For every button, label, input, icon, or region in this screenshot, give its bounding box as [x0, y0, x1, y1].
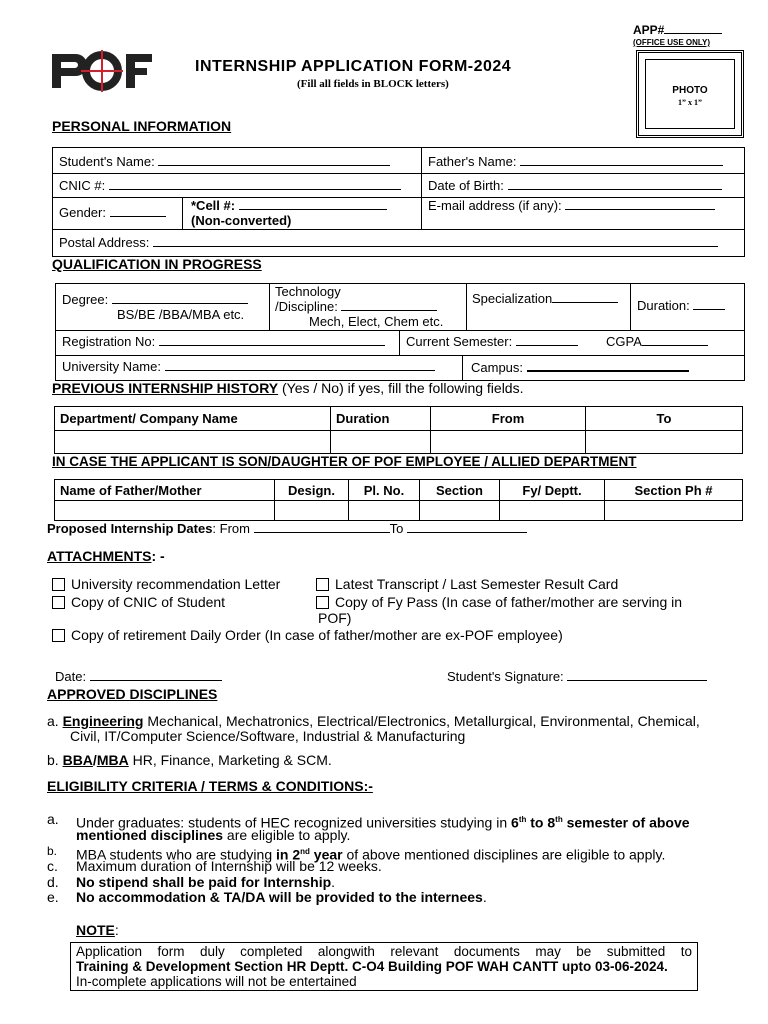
cgpa-field[interactable]: CGPA [606, 334, 708, 349]
history-col-to: To [586, 407, 743, 431]
father-name-field[interactable]: Father's Name: [428, 154, 723, 169]
history-cell[interactable] [431, 431, 586, 454]
office-use-label: (OFFICE USE ONLY) [633, 38, 711, 47]
student-name-field[interactable]: Student's Name: [59, 154, 390, 169]
employee-cell[interactable] [420, 501, 500, 521]
checkbox[interactable] [52, 578, 65, 591]
photo-size: 1” x 1” [678, 98, 702, 107]
photo-box [636, 50, 744, 138]
internship-dates-field[interactable]: Proposed Internship Dates: From To [47, 521, 527, 536]
employee-col-designation: Design. [275, 480, 349, 501]
history-col-duration: Duration [331, 407, 431, 431]
app-number-label: APP# [633, 22, 722, 37]
discipline-hint: Mech, Elect, Chem etc. [309, 314, 444, 329]
note-box [70, 942, 698, 991]
history-cell[interactable] [55, 431, 331, 454]
employee-cell[interactable] [349, 501, 420, 521]
disciplines-heading: APPROVED DISCIPLINES [47, 686, 218, 702]
history-heading: PREVIOUS INTERNSHIP HISTORY (Yes / No) if yes, fill the following fields. [52, 380, 524, 396]
discipline-engineering: a. Engineering Mechanical, Mechatronics, Electrical/Electronics, Metallurgical, Environmental, Chemical, [47, 713, 700, 729]
note-heading: NOTE: [76, 922, 119, 938]
campus-field[interactable]: Campus: [471, 359, 689, 375]
checkbox[interactable] [52, 596, 65, 609]
specialization-field[interactable]: Specialization [472, 291, 618, 306]
eligibility-b: MBA students who are studying in 2nd year of above mentioned disciplines are eligible to apply. [76, 846, 666, 863]
email-field[interactable]: E-mail address (if any): [428, 198, 715, 213]
student-signature-field[interactable]: Student's Signature: [447, 669, 707, 684]
history-col-company: Department/ Company Name [55, 407, 331, 431]
employee-col-pl-no: Pl. No. [349, 480, 420, 501]
discipline-bba-mba: b. BBA/MBA HR, Finance, Marketing & SCM. [47, 752, 332, 768]
photo-label: PHOTO [672, 85, 708, 96]
eligibility-e: No accommodation & TA/DA will be provided to the internees. [76, 889, 487, 905]
employee-cell[interactable] [275, 501, 349, 521]
employee-cell[interactable] [605, 501, 743, 521]
employee-cell[interactable] [55, 501, 275, 521]
eligibility-a-marker: a. [47, 811, 59, 827]
eligibility-b-marker: b. [47, 844, 58, 858]
checkbox[interactable] [52, 629, 65, 642]
attachment-transcript[interactable]: Latest Transcript / Last Semester Result Card [316, 576, 618, 592]
attachment-university-letter[interactable]: University recommendation Letter [52, 576, 280, 592]
discipline-field[interactable]: /Discipline: [275, 299, 437, 314]
employee-col-section: Section [420, 480, 500, 501]
employee-col-name: Name of Father/Mother [55, 480, 275, 501]
attachment-cnic[interactable]: Copy of CNIC of Student [52, 594, 225, 610]
eligibility-a: Under graduates: students of HEC recognized universities studying in 6th to 8th semester of above [76, 814, 690, 831]
history-col-from: From [431, 407, 586, 431]
note-line-2: Training & Development Section HR Deptt. C-O4 Building POF WAH CANTT upto 03-06-2024. [76, 959, 668, 974]
employee-heading: IN CASE THE APPLICANT IS SON/DAUGHTER OF POF EMPLOYEE / ALLIED DEPARTMENT [52, 454, 637, 469]
qualification-heading: QUALIFICATION IN PROGRESS [52, 256, 262, 272]
degree-hint: BS/BE /BBA/MBA etc. [117, 307, 245, 322]
university-field[interactable]: University Name: [62, 359, 435, 374]
note-line-3: In-complete applications will not be entertained [76, 974, 357, 989]
date-field[interactable]: Date: [55, 669, 222, 684]
degree-field[interactable]: Degree: [62, 292, 248, 307]
attachment-fy-pass-cont: POF) [318, 610, 352, 626]
employee-col-fy-deptt: Fy/ Deptt. [500, 480, 605, 501]
attachment-fy-pass[interactable]: Copy of Fy Pass (In case of father/mother are serving in [316, 594, 682, 610]
attachment-retirement-order[interactable]: Copy of retirement Daily Order (In case of father/mother are ex-POF employee) [52, 627, 563, 643]
personal-info-heading: PERSONAL INFORMATION [52, 118, 232, 134]
employee-table [54, 479, 743, 521]
postal-address-field[interactable]: Postal Address: [59, 235, 718, 250]
registration-field[interactable]: Registration No: [62, 334, 385, 349]
gender-field[interactable]: Gender: [59, 205, 166, 220]
cnic-field[interactable]: CNIC #: [59, 178, 401, 193]
history-cell[interactable] [586, 431, 743, 454]
technology-label: Technology [275, 284, 341, 299]
employee-col-section-ph: Section Ph # [605, 480, 743, 501]
eligibility-c: Maximum duration of Internship will be 12 weeks. [76, 858, 382, 874]
cell-field[interactable]: *Cell #: [191, 198, 387, 213]
eligibility-d: No stipend shall be paid for Internship. [76, 874, 336, 890]
dob-field[interactable]: Date of Birth: [428, 178, 722, 193]
qualification-table [55, 283, 745, 381]
note-line-1: Application form duly completed alongwith relevant documents may be submitted to [76, 944, 692, 959]
eligibility-d-marker: d. [47, 874, 59, 890]
form-subtitle: (Fill all fields in BLOCK letters) [297, 78, 449, 90]
personal-info-table [52, 147, 745, 257]
history-cell[interactable] [331, 431, 431, 454]
eligibility-a-cont: mentioned disciplines are eligible to apply. [76, 827, 351, 843]
attachments-heading: ATTACHMENTS: - [47, 548, 165, 564]
cell-non-converted-label: (Non-converted) [191, 213, 292, 228]
checkbox[interactable] [316, 578, 329, 591]
semester-field[interactable]: Current Semester: [406, 334, 578, 349]
employee-cell[interactable] [500, 501, 605, 521]
discipline-engineering-cont: Civil, IT/Computer Science/Software, Industrial & Manufacturing [70, 728, 466, 744]
duration-field[interactable]: Duration: [637, 298, 725, 313]
eligibility-heading: ELIGIBILITY CRITERIA / TERMS & CONDITIONS:- [47, 778, 373, 794]
eligibility-c-marker: c. [47, 858, 58, 874]
eligibility-e-marker: e. [47, 889, 59, 905]
form-title: INTERNSHIP APPLICATION FORM-2024 [195, 58, 512, 75]
checkbox[interactable] [316, 596, 329, 609]
history-table [54, 406, 743, 454]
pof-logo [52, 50, 154, 92]
